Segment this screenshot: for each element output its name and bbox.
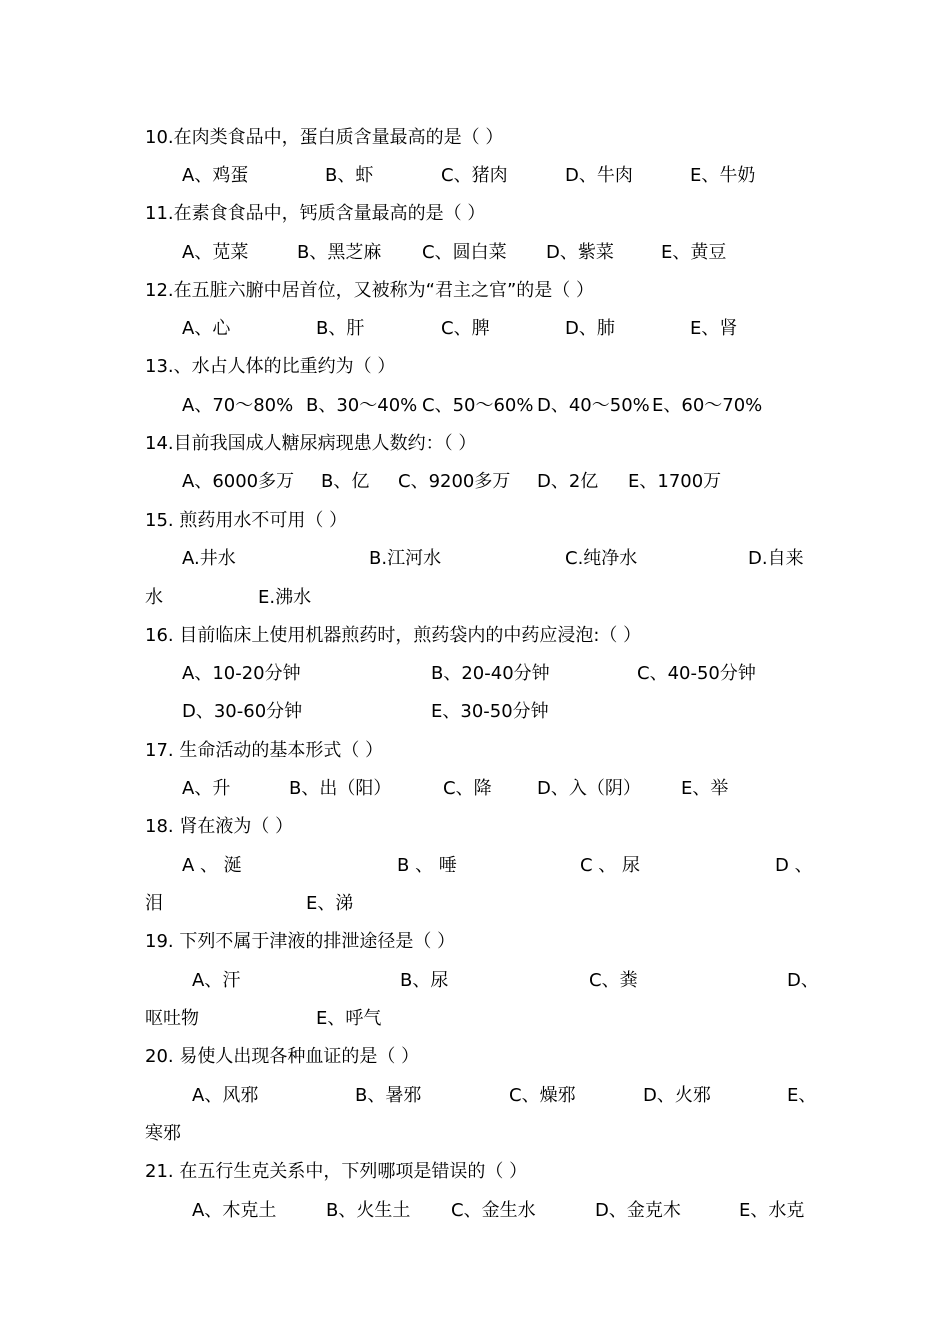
question-20-stem: 20. 易使人出现各种血证的是（ ） [145,1046,420,1067]
q11-option-a: A、苋菜 [182,242,249,263]
q21-option-b: B、火生土 [326,1200,411,1221]
q12-option-b: B、肝 [316,318,365,339]
q11-option-e: E、黄豆 [661,242,727,263]
q17-option-d: D、入（阴） [537,778,641,799]
q16-option-d: D、30-60分钟 [182,701,303,722]
q15-option-d-wrap: 水 [145,587,163,608]
question-19-stem: 19. 下列不属于津液的排泄途径是（ ） [145,931,456,952]
q14-option-c: C、9200多万 [398,471,511,492]
q17-option-e: E、举 [681,778,729,799]
q21-option-c: C、金生水 [451,1200,536,1221]
q14-option-a: A、6000多万 [182,471,295,492]
q10-option-a: A、鸡蛋 [182,165,249,186]
q10-option-e: E、牛奶 [690,165,756,186]
q18-option-d-wrap: 泪 [145,893,163,914]
q11-option-d: D、紫菜 [546,242,614,263]
q13-option-b: B、30～40% [306,395,418,416]
q16-option-c: C、40-50分钟 [637,663,756,684]
q14-option-d: D、2亿 [537,471,599,492]
q18-option-b: B 、 唾 [397,855,457,876]
q10-option-c: C、猪肉 [441,165,508,186]
q12-option-d: D、肺 [565,318,615,339]
q16-option-b: B、20-40分钟 [431,663,550,684]
q15-option-a: A.井水 [182,548,236,569]
question-18-stem: 18. 肾在液为（ ） [145,816,294,837]
q13-option-d: D、40～50% [537,395,650,416]
question-17-stem: 17. 生命活动的基本形式（ ） [145,740,384,761]
q16-option-a: A、10-20分钟 [182,663,301,684]
question-11-stem: 11.在素食食品中，钙质含量最高的是（ ） [145,203,486,224]
q14-option-e: E、1700万 [628,471,722,492]
q17-option-a: A、升 [182,778,231,799]
q19-option-a: A、汗 [192,970,241,991]
q10-option-b: B、虾 [325,165,374,186]
q18-option-d: D 、 [775,855,813,876]
q19-option-d-wrap: 呕吐物 [145,1008,199,1029]
q12-option-a: A、心 [182,318,231,339]
q20-option-a: A、风邪 [192,1085,259,1106]
q19-option-b: B、尿 [400,970,449,991]
q13-option-c: C、50～60% [422,395,534,416]
q20-option-e: E、 [787,1085,817,1106]
q19-option-e: E、呼气 [316,1008,382,1029]
question-13-stem: 13.、水占人体的比重约为（ ） [145,356,396,377]
q18-option-a: A 、 涎 [182,855,242,876]
q21-option-d: D、金克木 [595,1200,681,1221]
q10-option-d: D、牛肉 [565,165,633,186]
question-10-stem: 10.在肉类食品中，蛋白质含量最高的是（ ） [145,127,504,148]
q21-option-a: A、木克土 [192,1200,277,1221]
q21-option-e: E、水克 [739,1200,805,1221]
q15-option-c: C.纯净水 [565,548,638,569]
question-16-stem: 16. 目前临床上使用机器煎药时，煎药袋内的中药应浸泡:（ ） [145,625,642,646]
q12-option-c: C、脾 [441,318,490,339]
q13-option-a: A、70～80% [182,395,294,416]
q20-option-c: C、燥邪 [509,1085,576,1106]
q20-option-b: B、暑邪 [355,1085,422,1106]
q17-option-b: B、出（阳） [289,778,392,799]
q15-option-b: B.江河水 [369,548,442,569]
q19-option-c: C、粪 [589,970,638,991]
q14-option-b: B、亿 [321,471,370,492]
question-21-stem: 21. 在五行生克关系中，下列哪项是错误的（ ） [145,1161,528,1182]
question-14-stem: 14.目前我国成人糖尿病现患人数约：（ ） [145,433,477,454]
q12-option-e: E、肾 [690,318,738,339]
q15-option-e: E.沸水 [258,587,312,608]
q20-option-e-wrap: 寒邪 [145,1123,181,1144]
q13-option-e: E、60～70% [652,395,763,416]
q15-option-d: D.自来 [748,548,804,569]
q19-option-d: D、 [787,970,819,991]
q17-option-c: C、降 [443,778,492,799]
question-12-stem: 12.在五脏六腑中居首位，又被称为“君主之官”的是（ ） [145,280,594,301]
q18-option-e: E、涕 [306,893,354,914]
q16-option-e: E、30-50分钟 [431,701,549,722]
q11-option-b: B、黑芝麻 [297,242,382,263]
question-15-stem: 15. 煎药用水不可用（ ） [145,510,348,531]
q20-option-d: D、火邪 [643,1085,711,1106]
q18-option-c: C 、 尿 [580,855,641,876]
q11-option-c: C、圆白菜 [422,242,507,263]
